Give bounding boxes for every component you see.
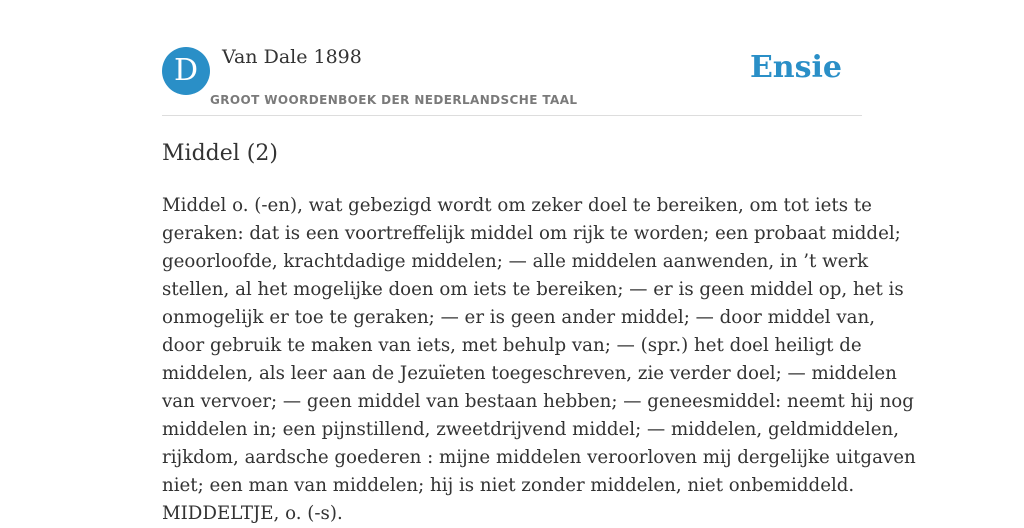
entry-line: MIDDELTJE, o. (-s).: [162, 503, 343, 524]
header: [162, 46, 862, 116]
entry-line: niet; een man van middelen; hij is niet zonder middelen, niet onbemiddeld.: [162, 475, 855, 496]
dictionary-title[interactable]: Van Dale 1898: [222, 46, 362, 68]
entry-line: van vervoer; — geen middel van bestaan hebben; — geneesmiddel: neemt hij nog: [162, 391, 914, 412]
entry-line: onmogelijk er toe te geraken; — er is geen ander middel; — door middel van,: [162, 307, 875, 328]
entry-line: stellen, al het mogelijke doen om iets te bereiken; — er is geen middel op, het is: [162, 279, 904, 300]
entry-line: geraken: dat is een voortreffelijk middel om rijk te worden; een probaat middel;: [162, 223, 901, 244]
entry-line: middelen, als leer aan de Jezuïeten toegeschreven, zie verder doel; — middelen: [162, 363, 897, 384]
dictionary-logo[interactable]: D: [162, 47, 210, 95]
entry-line: geoorloofde, krachtdadige middelen; — alle middelen aanwenden, in ’t werk: [162, 251, 869, 272]
entry-line: rijkdom, aardsche goederen : mijne middelen veroorloven mij dergelijke uitgaven: [162, 447, 916, 468]
entry-line: door gebruik te maken van iets, met behulp van; — (spr.) het doel heiligt de: [162, 335, 862, 356]
entry-body: [162, 192, 916, 528]
ensie-logo-link[interactable]: Ensie: [749, 50, 842, 85]
dictionary-subtitle: GROOT WOORDENBOEK DER NEDERLANDSCHE TAAL: [210, 93, 578, 107]
entry-line: middelen in; een pijnstillend, zweetdrijvend middel; — middelen, geldmiddelen,: [162, 419, 900, 440]
entry-title: Middel (2): [162, 141, 278, 166]
entry-line: Middel o. (-en), wat gebezigd wordt om zeker doel te bereiken, om tot iets te: [162, 195, 872, 216]
